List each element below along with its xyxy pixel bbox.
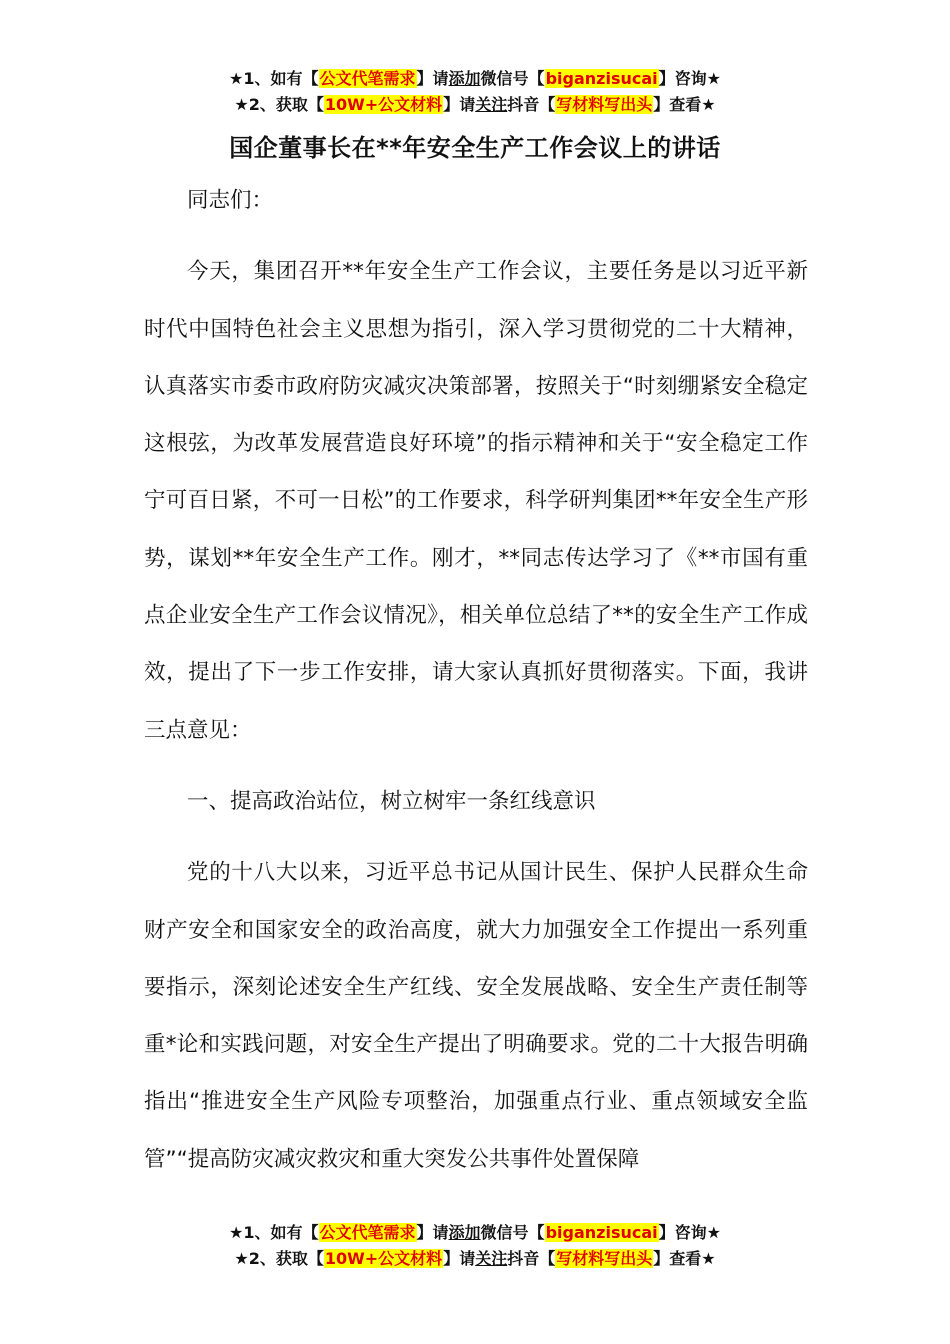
banner-highlight: biganzisucai <box>545 1223 658 1242</box>
banner-line-2 <box>0 92 950 118</box>
banner-highlight: 写材料写出头 <box>556 95 653 114</box>
section-heading-1: 一、提高政治站位，树立树牢一条红线意识 <box>187 788 596 814</box>
banner-text: 抖音【 <box>507 1249 556 1268</box>
banner-text: 】咨询★ <box>658 69 721 88</box>
banner-underlined-text: 关注 <box>475 1249 508 1268</box>
banner-highlight: 写材料写出头 <box>556 1249 653 1268</box>
banner-text: 】请 <box>443 95 476 114</box>
banner-highlight: 公文代笔需求 <box>319 1223 416 1242</box>
banner-text: 微信号【 <box>480 69 545 88</box>
banner-underlined-text: 关注 <box>475 95 508 114</box>
header-banner <box>0 66 950 118</box>
banner-line-1 <box>0 1220 950 1246</box>
banner-line-2 <box>0 1246 950 1272</box>
banner-highlight: 公文代笔需求 <box>319 69 416 88</box>
document-title: 国企董事长在**年安全生产工作会议上的讲话 <box>229 134 721 162</box>
banner-text: ★1、如有【 <box>229 1223 319 1242</box>
banner-underlined-text: 添加 <box>448 69 481 88</box>
banner-text: 】请 <box>416 1223 449 1242</box>
paragraph-intro: 今天，集团召开**年安全生产工作会议，主要任务是以习近平新时代中国特色社会主义思想为指引，深入学习贯彻党的二十大精神，认真落实市委市政府防灾减灾决策部署，按照关于“时刻绷紧安全稳定这根弦，为改革发展营造良好环境”的指示精神和关于“安全稳定工作宁可百日紧，不可一日松”的工作要求，科学研判集团**年安全生产形势，谋划**年安全生产工作。刚才，**同志传达学习了《**市国有重点企业安全生产工作会议情况》，相关单位总结了**的安全生产工作成效，提出了下一步工作安排，请大家认真抓好贯彻落实。下面，我讲三点意见： <box>144 259 808 743</box>
banner-text: 】请 <box>443 1249 476 1268</box>
banner-text: 】查看★ <box>653 95 716 114</box>
banner-text: 】请 <box>416 69 449 88</box>
paragraph-section-1: 党的十八大以来，习近平总书记从国计民生、保护人民群众生命财产安全和国家安全的政治高度，就大力加强安全工作提出一系列重要指示，深刻论述安全生产红线、安全发展战略、安全生产责任制等重*论和实践问题，对安全生产提出了明确要求。党的二十大报告明确指出“推进安全生产风险专项整治，加强重点行业、重点领域安全监管”“提高防灾减灾救灾和重大突发公共事件处置保障 <box>144 860 808 1172</box>
banner-text: 】咨询★ <box>658 1223 721 1242</box>
banner-highlight: 10W+公文材料 <box>324 95 443 114</box>
document-body <box>144 172 808 1188</box>
banner-text: 抖音【 <box>507 95 556 114</box>
footer-banner <box>0 1220 950 1272</box>
salutation: 同志们： <box>187 188 274 213</box>
banner-text: 微信号【 <box>480 1223 545 1242</box>
banner-highlight: biganzisucai <box>545 69 658 88</box>
banner-underlined-text: 添加 <box>448 1223 481 1242</box>
banner-text: ★2、获取【 <box>234 95 324 114</box>
banner-line-1 <box>0 66 950 92</box>
banner-text: 】查看★ <box>653 1249 716 1268</box>
banner-text: ★1、如有【 <box>229 69 319 88</box>
banner-text: ★2、获取【 <box>234 1249 324 1268</box>
banner-highlight: 10W+公文材料 <box>324 1249 443 1268</box>
